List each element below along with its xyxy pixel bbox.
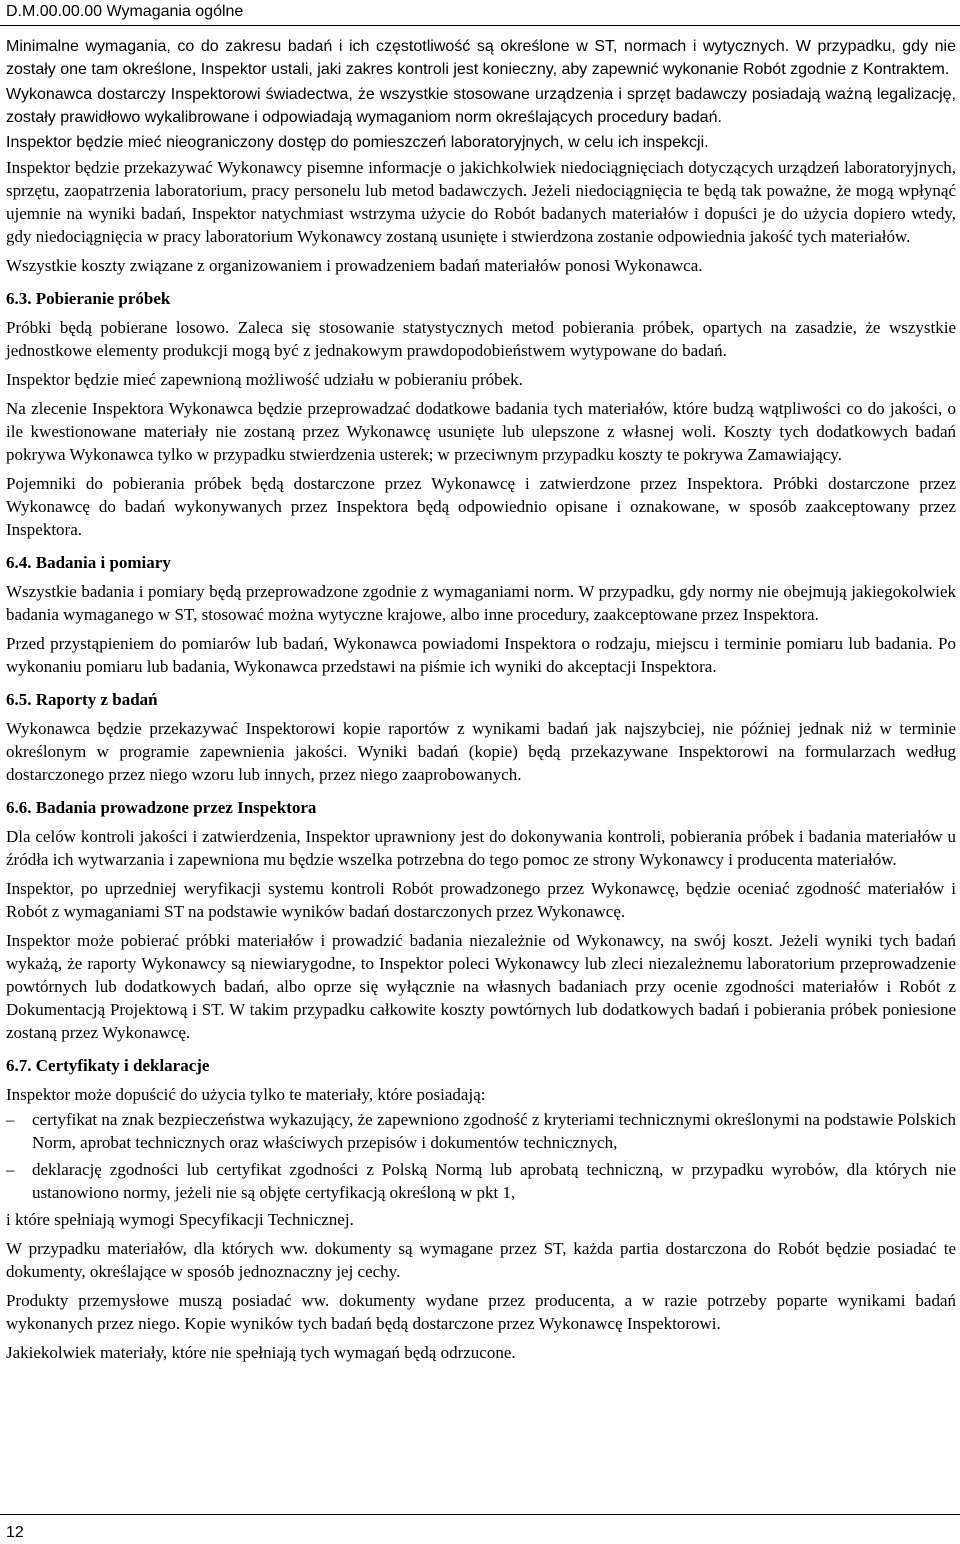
section-heading: 6.3. Pobieranie próbek — [6, 289, 171, 308]
paragraph: Wszystkie koszty związane z organizowaniem i prowadzeniem badań materiałów ponosi Wykonawca. — [6, 256, 703, 275]
paragraph: Próbki będą pobierane losowo. Zaleca się stosowanie statystycznych metod pobierania próbek, opartych na zasadzie, że wszystkie jednostkowe elementy produkcji mogą być z jednakowym prawdopodobieństwem wytypowane do badań. — [6, 318, 956, 360]
list-item — [6, 1158, 956, 1204]
paragraph: Inspektor może pobierać próbki materiałów i prowadzić badania niezależnie od Wykonawcy, na swój koszt. Jeżeli wyniki tych badań wykażą, że raporty Wykonawcy są niewiarygodne, to Inspektor poleci Wykonawcy lub zleci niezależnemu laboratorium przeprowadzenie powtórnych lub dodatkowych badań, albo oprze się wyłącznie na własnych badaniach przy ocenie zgodności materiałów i Robót z Dokumentacją Projektową i ST. W takim przypadku całkowite koszty powtórnych lub dodatkowych badań i pobierania próbek poniesione zostaną przez Wykonawcę. — [6, 931, 956, 1042]
list-item-text: deklarację zgodności lub certyfikat zgodności z Polską Normą lub aprobatą techniczną, w przypadku wyrobów, dla których nie ustanowiono normy, jeżeli nie są objęte certyfikacją określoną w pkt 1, — [32, 1160, 956, 1202]
paragraph: Dla celów kontroli jakości i zatwierdzenia, Inspektor uprawniony jest do dokonywania kontroli, pobierania próbek i badania materiałów u źródła ich wytwarzania i zapewniona mu będzie wszelka potrzebna do tego pomoc ze strony Wykonawcy i producenta materiałów. — [6, 827, 956, 869]
paragraph: Inspektor może dopuścić do użycia tylko te materiały, które posiadają: — [6, 1085, 486, 1104]
footer-divider — [0, 1514, 960, 1515]
paragraph: Produkty przemysłowe muszą posiadać ww. dokumenty wydane przez producenta, a w razie potrzeby poparte wynikami badań wykonanych przez niego. Kopie wyników tych badań będą dostarczone przez Wykonawcę Inspektorowi. — [6, 1291, 956, 1333]
section-heading: 6.6. Badania prowadzone przez Inspektora — [6, 798, 317, 817]
document-body — [6, 35, 956, 1370]
paragraph: W przypadku materiałów, dla których ww. dokumenty są wymagane przez ST, każda partia dostarczona do Robót będzie posiadać te dokumenty, określające w sposób jednoznaczny jej cechy. — [6, 1239, 956, 1281]
list-dash-marker: – — [6, 1110, 15, 1129]
section-heading: 6.7. Certyfikaty i deklaracje — [6, 1056, 210, 1075]
section-heading: 6.5. Raporty z badań — [6, 690, 158, 709]
paragraph: Wykonawca dostarczy Inspektorowi świadectwa, że wszystkie stosowane urządzenia i sprzęt badawczy posiadają ważną legalizację, zostały prawidłowo wykalibrowane i odpowiadają wymaganiom norm określających procedury badań. — [6, 86, 956, 126]
page-number: 12 — [6, 1524, 24, 1541]
list-item — [6, 1108, 956, 1154]
paragraph: Pojemniki do pobierania próbek będą dostarczone przez Wykonawcę i zatwierdzone przez Inspektora. Próbki dostarczone przez Wykonawcę do badań wykonywanych przez Inspektora będą odpowiednio opisane i oznakowane, w sposób zaakceptowany przez Inspektora. — [6, 474, 956, 539]
paragraph: i które spełniają wymogi Specyfikacji Technicznej. — [6, 1210, 354, 1229]
paragraph: Inspektor będzie mieć zapewnioną możliwość udziału w pobieraniu próbek. — [6, 370, 523, 389]
paragraph: Jakiekolwiek materiały, które nie spełniają tych wymagań będą odrzucone. — [6, 1343, 516, 1362]
list-item-text: certyfikat na znak bezpieczeństwa wykazujący, że zapewniono zgodność z kryteriami technicznymi określonymi na podstawie Polskich Norm, aprobat technicznych oraz właściwych przepisów i dokumentów technicznych, — [32, 1110, 956, 1152]
paragraph: Inspektor będzie mieć nieograniczony dostęp do pomieszczeń laboratoryjnych, w celu ich inspekcji. — [6, 134, 709, 151]
paragraph: Inspektor, po uprzedniej weryfikacji systemu kontroli Robót prowadzonego przez Wykonawcę, będzie oceniać zgodność materiałów i Robót z wymaganiami ST na podstawie wyników badań dostarczonych przez Wykonawcę. — [6, 879, 956, 921]
list-dash-marker: – — [6, 1160, 15, 1179]
paragraph: Wszystkie badania i pomiary będą przeprowadzone zgodnie z wymaganiami norm. W przypadku, gdy normy nie obejmują jakiegokolwiek badania wymaganego w ST, stosować można wytyczne krajowe, albo inne procedury, zaakceptowane przez Inspektora. — [6, 582, 956, 624]
requirements-list — [6, 1108, 956, 1204]
paragraph: Na zlecenie Inspektora Wykonawca będzie przeprowadzać dodatkowe badania tych materiałów, które budzą wątpliwości co do jakości, o ile kwestionowane materiały nie zostaną przez Wykonawcę usunięte lub ulepszone z własnej woli. Koszty tych dodatkowych badań pokrywa Wykonawca tylko w przypadku stwierdzenia usterek; w przeciwnym przypadku koszty te pokrywa Zamawiający. — [6, 399, 956, 464]
paragraph: Wykonawca będzie przekazywać Inspektorowi kopie raportów z wynikami badań jak najszybciej, nie później jednak niż w terminie określonym w programie zapewnienia jakości. Wyniki badań (kopie) będą przekazywane Inspektorowi na formularzach według dostarczonego przez niego wzoru lub innych, przez niego zaaprobowanych. — [6, 719, 956, 784]
paragraph: Minimalne wymagania, co do zakresu badań i ich częstotliwość są określone w ST, normach i wytycznych. W przypadku, gdy nie zostały one tam określone, Inspektor ustali, jaki zakres kontroli jest konieczny, aby zapewnić wykonanie Robót zgodnie z Kontraktem. — [6, 38, 956, 78]
header-divider — [0, 25, 960, 26]
paragraph: Inspektor będzie przekazywać Wykonawcy pisemne informacje o jakichkolwiek niedociągnięciach dotyczących urządzeń laboratoryjnych, sprzętu, zaopatrzenia laboratorium, pracy personelu lub metod badawczych. Jeżeli niedociągnięcia te będą tak poważne, że mogą wpłynąć ujemnie na wyniki badań, Inspektor natychmiast wstrzyma użycie do Robót badanych materiałów i dopuści je do użycia dopiero wtedy, gdy niedociągnięcia w pracy laboratorium Wykonawcy zostaną usunięte i stwierdzona zostanie odpowiednia jakość tych materiałów. — [6, 158, 956, 246]
paragraph: Przed przystąpieniem do pomiarów lub badań, Wykonawca powiadomi Inspektora o rodzaju, miejscu i terminie pomiaru lub badania. Po wykonaniu pomiaru lub badania, Wykonawca przedstawi na piśmie ich wyniki do akceptacji Inspektora. — [6, 634, 956, 676]
document-header: D.M.00.00.00 Wymagania ogólne — [6, 3, 244, 20]
section-heading: 6.4. Badania i pomiary — [6, 553, 171, 572]
